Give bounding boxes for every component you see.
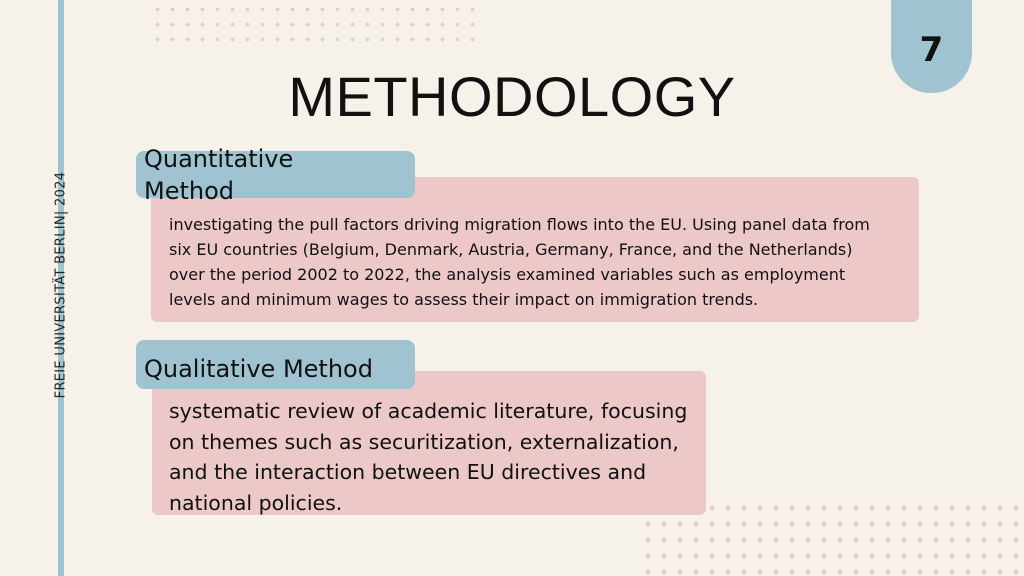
page-number: 7 [919, 30, 944, 70]
slide-title: METHODOLOGY [288, 65, 736, 128]
qualitative-label: Qualitative Method [144, 355, 373, 383]
quantitative-label: Quantitative Method [144, 145, 294, 205]
decorative-dot-pattern-top [150, 2, 480, 47]
quantitative-description: investigating the pull factors driving migration flows into the EU. Using panel data from six EU countries (Belgium, Denmark, Austria, Germany, France, and the Netherlands) over the period 2002 to 2022, the analysis examined variables such as employment levels and minimum wages to assess their impact on immigration trends. [169, 215, 870, 309]
side-label: FREIE UNIVERSITÄT BERLIN| 2024 [53, 171, 69, 399]
qualitative-description: systematic review of academic literature, focusing on themes such as securitization, externalization, and the interaction between EU directives and national policies. [169, 399, 688, 515]
